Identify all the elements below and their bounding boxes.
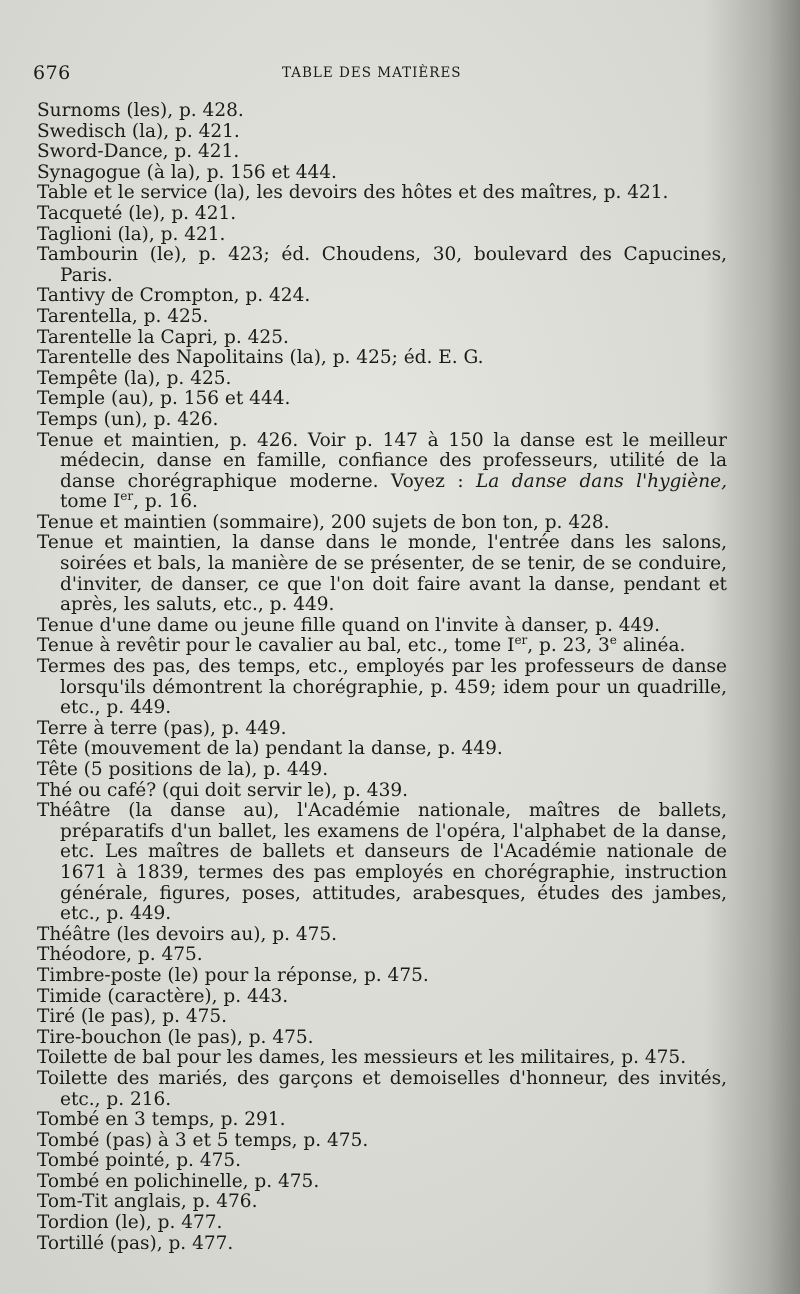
index-entry: Taglioni (la), p. 421. <box>37 223 226 245</box>
index-entry: Tom-Tit anglais, p. 476. <box>37 1191 258 1213</box>
index-entry: Tempête (la), p. 425. <box>37 367 232 389</box>
index-entry: Tarentelle des Napolitains (la), p. 425; éd. E. G. <box>37 347 484 369</box>
index-entry: Tire-bouchon (le pas), p. 475. <box>37 1026 314 1048</box>
index-entry: Thé ou café? (qui doit servir le), p. 439. <box>37 779 409 801</box>
index-entry: Théodore, p. 475. <box>37 944 203 966</box>
index-entry: Tenue d'une dame ou jeune fille quand on l'invite à danser, p. 449. <box>37 614 660 636</box>
index-entry-list <box>37 101 727 1254</box>
running-title: TABLE DES MATIÈRES <box>282 65 462 81</box>
index-entry <box>37 431 727 513</box>
index-entry: Toilette des mariés, des garçons et demoiselles d'honneur, des invités, etc., p. 216. <box>37 1067 727 1110</box>
entry-text: , p. 23, 3 <box>527 635 610 657</box>
index-entry: Termes des pas, des temps, etc., employés par les professeurs de danse lorsqu'ils démontrent la chorégraphie, p. 459; idem pour un quadrille, etc., p. 449. <box>37 656 727 719</box>
index-entry: Timide (caractère), p. 443. <box>37 985 289 1007</box>
index-entry: Tête (5 positions de la), p. 449. <box>37 759 329 780</box>
entry-text: alinéa. <box>616 635 686 657</box>
index-entry <box>37 633 727 657</box>
superscript: er <box>514 633 528 648</box>
index-entry: Tordion (le), p. 477. <box>37 1212 223 1234</box>
index-entry: Tiré (le pas), p. 475. <box>37 1006 228 1028</box>
superscript: e <box>609 633 617 648</box>
entry-text: , p. 16. <box>133 491 198 513</box>
entry-text: tome I <box>60 491 121 513</box>
index-entry: Terre à terre (pas), p. 449. <box>37 717 287 739</box>
index-entry: Tenue et maintien (sommaire), 200 sujets de bon ton, p. 428. <box>37 511 610 533</box>
index-entry: Tombé (pas) à 3 et 5 temps, p. 475. <box>37 1129 369 1151</box>
index-entry: Tarentella, p. 425. <box>37 305 209 327</box>
index-entry: Tacqueté (le), p. 421. <box>37 202 237 224</box>
index-entry: Synagogue (à la), p. 156 et 444. <box>37 161 337 183</box>
page-header <box>33 62 713 90</box>
index-entry: Tombé en 3 temps, p. 291. <box>37 1109 286 1131</box>
index-entry: Table et le service (la), les devoirs des hôtes et des maîtres, p. 421. <box>37 182 669 204</box>
index-entry: Tombé en polichinelle, p. 475. <box>37 1170 320 1192</box>
index-entry: Tête (mouvement de la) pendant la danse, p. 449. <box>37 738 503 760</box>
index-entry: Tantivy de Crompton, p. 424. <box>37 285 311 307</box>
entry-text: Tenue et maintien, p. 426. Voir p. 147 à 150 la danse est le meilleur médecin, danse en famille, confiance des professeurs, utilité de la danse chorégraphique moderne. Voyez : <box>37 429 727 492</box>
entry-text: Tenue à revêtir pour le cavalier au bal, etc., tome I <box>37 635 515 657</box>
index-entry: Temple (au), p. 156 et 444. <box>37 388 291 410</box>
index-entry: Tenue et maintien, la danse dans le monde, l'entrée dans les salons, soirées et bals, la manière de se présenter, de se tenir, de se conduire, d'inviter, de danser, ce que l'on doit faire avant la danse, pendant et après, les saluts, etc., p. 449. <box>37 532 727 616</box>
index-entry: Toilette de bal pour les dames, les messieurs et les militaires, p. 475. <box>37 1047 687 1069</box>
index-entry: Sword-Dance, p. 421. <box>37 141 240 163</box>
index-entry: Théâtre (la danse au), l'Académie nationale, maîtres de ballets, préparatifs d'un ballet, les examens de l'opéra, l'alphabet de la danse, etc. Les maîtres de ballets et danseurs de l'Académie nationale de 1671 à 1839, termes des pas employés en chorégraphie, instruction générale, figures, poses, attitudes, arabesques, études des jambes, etc., p. 449. <box>37 800 727 925</box>
index-entry: Temps (un), p. 426. <box>37 408 219 430</box>
index-entry: Surnoms (les), p. 428. <box>37 100 244 121</box>
index-entry: Tambourin (le), p. 423; éd. Choudens, 30, boulevard des Capucines, Paris. <box>37 244 727 286</box>
book-title: La danse dans l'hygiène, <box>476 470 727 492</box>
index-entry: Swedisch (la), p. 421. <box>37 120 240 142</box>
page-number: 676 <box>33 62 71 84</box>
superscript: er <box>120 489 134 504</box>
index-entry: Tarentelle la Capri, p. 425. <box>37 326 289 348</box>
index-entry: Tortillé (pas), p. 477. <box>37 1232 234 1254</box>
index-entry: Timbre-poste (le) pour la réponse, p. 475. <box>37 964 429 986</box>
index-entry: Théâtre (les devoirs au), p. 475. <box>37 923 338 945</box>
index-entry: Tombé pointé, p. 475. <box>37 1150 242 1172</box>
